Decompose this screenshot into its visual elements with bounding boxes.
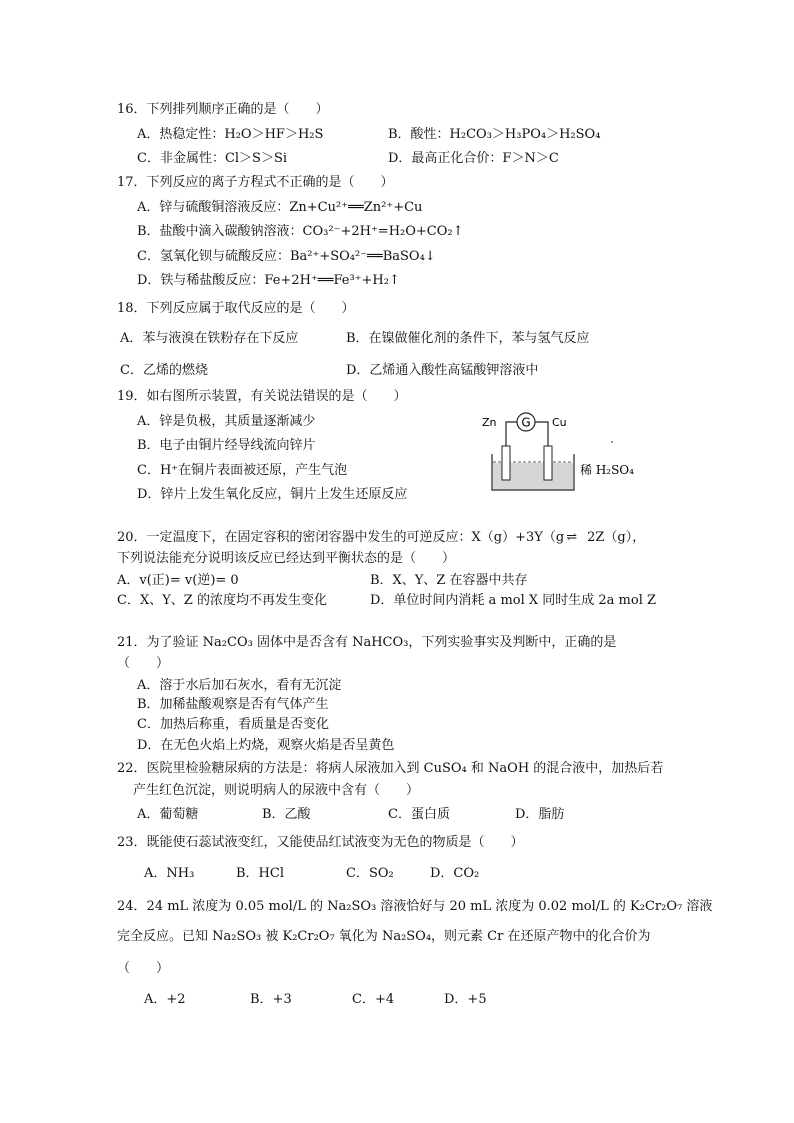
cu-label: Cu (552, 416, 567, 429)
q23-option-d: D．CO₂ (430, 866, 480, 881)
reversible-arrow-icon: ⇌ (566, 530, 578, 545)
q21-option-c: C．加热后称重，看质量是否变化 (137, 717, 329, 732)
acid-label: 稀 H₂SO₄ (580, 463, 634, 477)
q16-option-a: A．热稳定性：H₂O＞HF＞H₂S (137, 127, 324, 142)
zn-label: Zn (482, 416, 497, 429)
q17-option-b: B．盐酸中滴入碳酸钠溶液：CO₃²⁻+2H⁺=H₂O+CO₂↑ (137, 224, 464, 239)
q19-option-d: D．锌片上发生氧化反应，铜片上发生还原反应 (137, 487, 408, 502)
q19-option-a: A．锌是负极，其质量逐渐减少 (137, 414, 316, 429)
q22-stem-line2: 产生红色沉淀，则说明病人的尿液中含有（ ） (133, 783, 420, 798)
q23-option-b: B．HCl (236, 866, 284, 881)
q16-option-b: B．酸性：H₂CO₃＞H₃PO₄＞H₂SO₄ (388, 127, 601, 142)
q16-option-c: C．非金属性：Cl＞S＞Si (137, 151, 288, 166)
galvanometer-label: G (521, 415, 531, 430)
q18-option-b: B．在镍做催化剂的条件下，苯与氢气反应 (346, 331, 590, 346)
q22-option-d: D．脂肪 (515, 807, 565, 822)
zinc-electrode (502, 446, 510, 480)
q18-option-c: C．乙烯的燃烧 (120, 363, 208, 378)
q22-option-b: B．乙酸 (262, 807, 311, 822)
q24-option-b: B．+3 (250, 992, 292, 1007)
wire-right (535, 422, 548, 446)
q20-option-d: D．单位时间内消耗 a mol X 同时生成 2a mol Z (370, 593, 657, 608)
q22-option-c: C．蛋白质 (388, 807, 450, 822)
q16-option-d: D．最高正化合价：F＞N＞C (388, 151, 559, 166)
q20-stem-line2: 下列说法能充分说明该反应已经达到平衡状态的是（ ） (117, 551, 456, 566)
q24-stem-line1: 24．24 mL 浓度为 0.05 mol/L 的 Na₂SO₃ 溶液恰好与 20 mL 浓度为 0.02 mol/L 的 K₂Cr₂O₇ 溶液 (117, 899, 713, 914)
q21-stem-line1: 21．为了验证 Na₂CO₃ 固体中是否含有 NaHCO₃，下列实验事实及判断中，正确的是 (117, 635, 617, 650)
q17-stem: 17．下列反应的离子方程式不正确的是（ ） (117, 175, 394, 190)
q22-stem-line1: 22．医院里检验糖尿病的方法是：将病人尿液加入到 CuSO₄ 和 NaOH 的混合液中，加热后若 (117, 761, 664, 776)
q20-option-b: B．X、Y、Z 在容器中共存 (370, 573, 528, 588)
q24-option-d: D．+5 (444, 992, 487, 1007)
q21-option-a: A．溶于水后加石灰水，看有无沉淀 (137, 678, 342, 693)
q17-option-c: C．氢氧化钡与硫酸反应：Ba²⁺+SO₄²⁻══BaSO₄↓ (137, 249, 436, 264)
q20-option-a: A．v(正)= v(逆)= 0 (117, 573, 239, 588)
q22-option-a: A．葡萄糖 (137, 807, 199, 822)
copper-electrode (544, 446, 552, 480)
q24-option-c: C．+4 (352, 992, 395, 1007)
q24-stem-line2: 完全反应。已知 Na₂SO₃ 被 K₂Cr₂O₇ 氧化为 Na₂SO₄，则元素 Cr 在还原产物中的化合价为 (117, 929, 651, 944)
q23-option-a: A．NH₃ (144, 866, 195, 881)
q20-stem-part2: 2Z（g）， (587, 530, 646, 545)
q23-stem: 23．既能使石蕊试液变红，又能使品红试液变为无色的物质是（ ） (117, 835, 524, 850)
q21-option-b: B．加稀盐酸观察是否有气体产生 (137, 697, 329, 712)
galvanic-cell-svg (478, 402, 634, 494)
q24-stem-line3: （ ） (117, 961, 170, 976)
q20-stem-part1: 20．一定温度下，在固定容积的密闭容器中发生的可逆反应：X（g）+3Y（g (117, 530, 565, 545)
q20-stem-line1 (117, 529, 645, 546)
q24-option-a: A．+2 (144, 992, 186, 1007)
q18-option-a: A．苯与液溴在铁粉存在下反应 (120, 331, 299, 346)
q19-stem: 19．如右图所示装置，有关说法错误的是（ ） (117, 389, 407, 404)
stray-dot (611, 441, 613, 443)
q16-stem: 16．下列排列顺序正确的是（ ） (117, 102, 329, 117)
q21-stem-line2: （ ） (117, 656, 170, 671)
q19-option-c: C．H⁺在铜片表面被还原，产生气泡 (137, 463, 348, 478)
q17-option-a: A．锌与硫酸铜溶液反应：Zn+Cu²⁺══Zn²⁺+Cu (137, 200, 423, 215)
q20-option-c: C．X、Y、Z 的浓度均不再发生变化 (117, 593, 327, 608)
q21-option-d: D．在无色火焰上灼烧，观察火焰是否呈黄色 (137, 738, 395, 753)
galvanic-cell-diagram (478, 402, 634, 494)
q17-option-d: D．铁与稀盐酸反应：Fe+2H⁺══Fe³⁺+H₂↑ (137, 273, 400, 288)
q19-option-b: B．电子由铜片经导线流向锌片 (137, 438, 316, 453)
q18-option-d: D．乙烯通入酸性高锰酸钾溶液中 (346, 363, 539, 378)
wire-left (506, 422, 517, 446)
q18-stem: 18．下列反应属于取代反应的是（ ） (117, 301, 355, 316)
q23-option-c: C．SO₂ (346, 866, 394, 881)
